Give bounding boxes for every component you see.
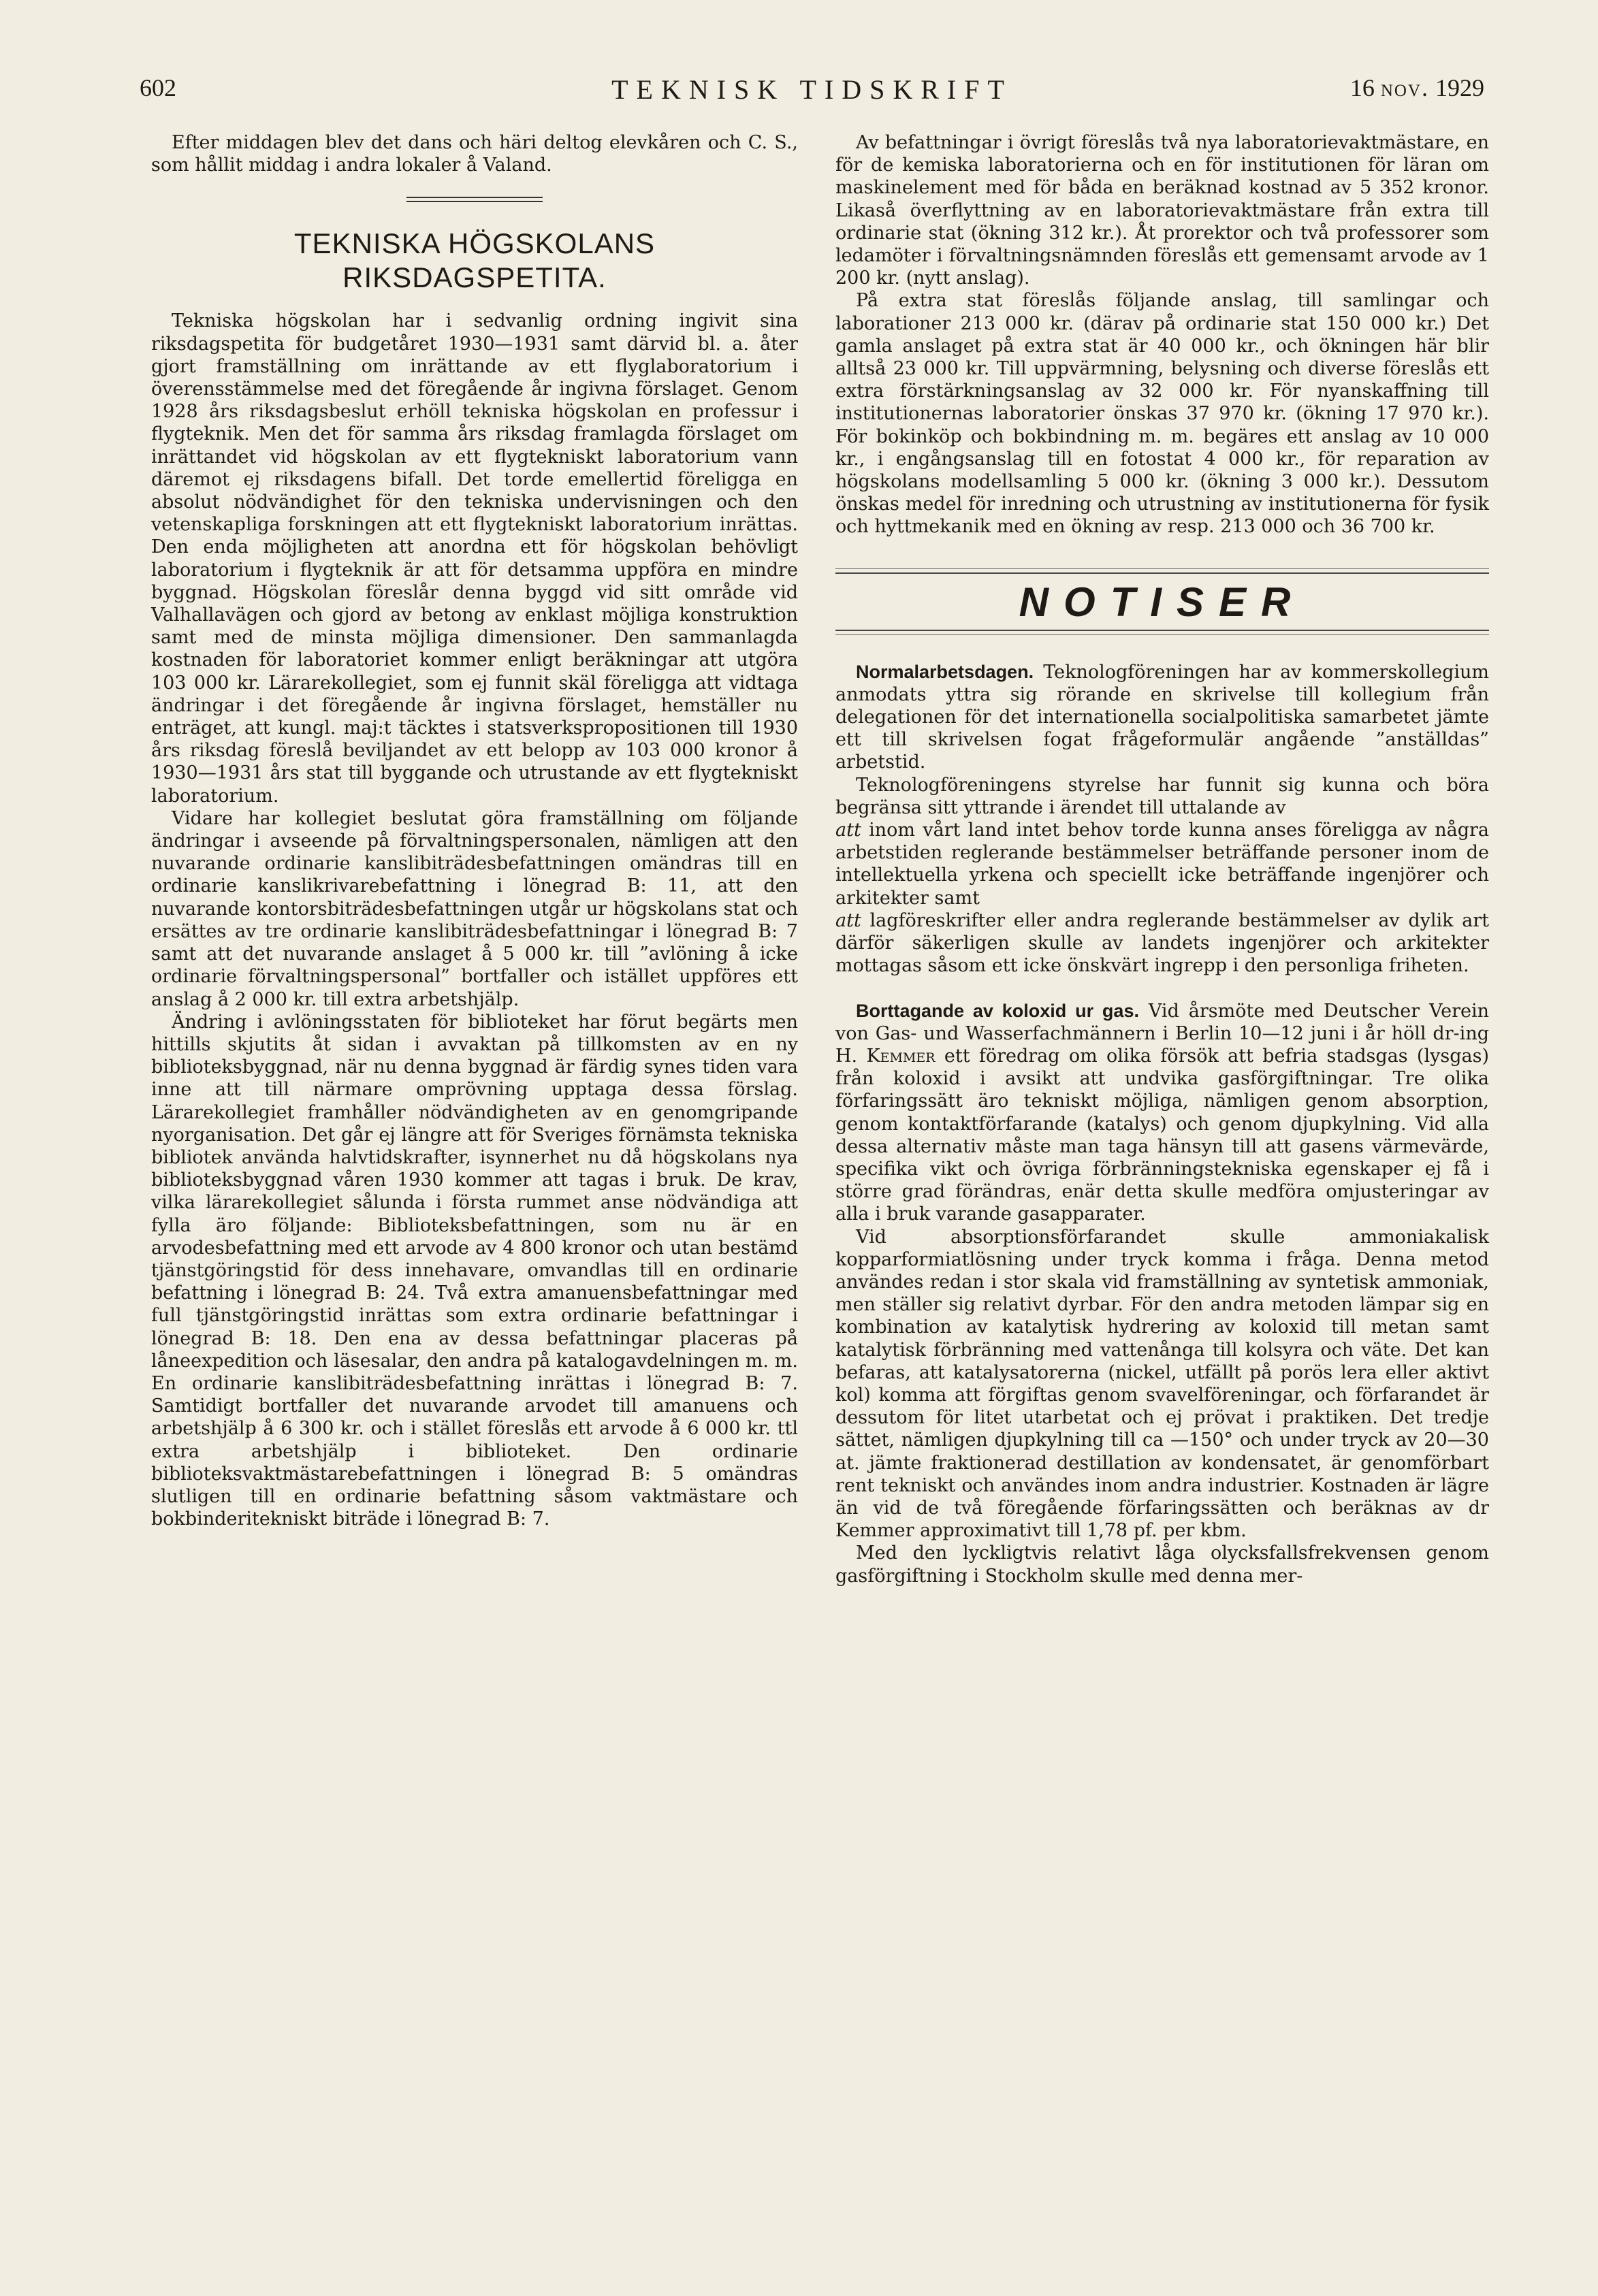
body-paragraph: Vidare har kollegiet beslutat göra framställning om följande ändringar i avseende på förvaltningspersonalen, nämligen att den nuvarande ordinarie kanslibiträdesbefattningen omändras till en ordinarie kanslikrivarebefattning i lönegrad B: 11, att den nuvarande kontorsbiträdesbefattningen utgår ur högskolans stat och ersättes av tre ordinarie kanslibiträdesbefattningar i lönegrad B: 7 samt att det nuvarande anslaget å 5 000 kr. till ”avlöning å icke ordinarie förvaltningspersonal” bortfaller och istället uppföres ett anslag å 2 000 kr. till extra arbetshjälp.	[151, 807, 798, 1010]
notice-normalarbetsdagen: Normalarbetsdagen. Teknologföreningen har av kommerskollegium anmodats yttra sig rörande en skrivelse till kollegium från delegationen för det internationella socialpolitiska samarbetet jämte ett till skrivelsen fogat frågeformulär angående ”anställdas” arbetstid.	[835, 661, 1489, 773]
running-header	[140, 74, 1484, 114]
notice-koloxid: Borttagande av koloxid ur gas. Vid årsmöte med Deutscher Verein von Gas- und Wasserfachmännern i Berlin 10—12 juni i år höll dr-ing H. Kemmer ett föredrag om olika försök att befria stadsgas (lysgas) från koloxid i avsikt att undvika gasförgiftningar. Tre olika förfaringssätt äro tekniskt möjliga, nämligen genom absorption, genom kontaktförfarande (katalys) och genom djupkylning. Vid alla dessa alternativ måste man taga hänsyn till att gasens värmevärde, specifika vikt och övriga förbränningstekniska egenskaper ej få i större grad förändras, enär detta skulle medföra omjusteringar av alla i bruk varande gasapparater.	[835, 1000, 1489, 1225]
journal-title: TEKNISK TIDSKRIFT	[611, 74, 1012, 105]
notiser-heading: NOTISER	[1019, 579, 1306, 625]
article-title: TEKNISKA HÖGSKOLANS RIKSDAGSPETITA.	[293, 227, 656, 294]
notice-title: Normalarbetsdagen.	[856, 661, 1034, 682]
body-paragraph: Tekniska högskolan har i sedvanlig ordning ingivit sina riksdagspetita för budgetåret 1930—1931 samt därvid bl. a. åter gjort framställning om inrättande av ett flyglaboratorium i överensstämmelse med det föregående år ingivna förslaget. Genom 1928 års riksdagsbeslut erhöll tekniska högskolan en professur i flygteknik. Men det för samma års riksdag framlagda förslaget om inrättandet vid högskolan av ett flygtekniskt laboratorium vann däremot ej riksdagens bifall. Det torde emellertid föreligga en absolut nödvändighet för den tekniska undervisningen och den vetenskapliga forskningen att ett flygtekniskt laboratorium inrättas. Den enda möjligheten att anordna ett för högskolan behövligt laboratorium i flygteknik är att för detsamma uppföra en mindre byggnad. Högskolan föreslår denna byggd vid sitt område vid Valhallavägen och gjord av betong av enklast möjliga konstruktion samt med de minsta möjliga dimensioner. Den sammanlagda kostnaden för laboratoriet kommer enligt beräkningar att utgöra 103 000 kr. Lärarekollegiet, som ej funnit skäl föreligga att vidtaga ändringar i det föregående år ingivna förslaget, hemställer nu enträget, att kungl. maj:t täcktes i statsverkspropositionen till 1930 års riksdag föreslå beviljandet av ett belopp av 103 000 kronor å 1930—1931 års stat till byggande och utrustande av ett flygtekniskt laboratorium.	[151, 310, 798, 807]
issue-date: 16 nov. 1929	[1349, 74, 1484, 101]
body-paragraph: Vid absorptionsförfarandet skulle ammoniakalisk kopparformiatlösning under tryck komma i fråga. Denna metod användes redan i stor skala vid framställning av syntetisk ammoniak, men ställer sig relativt dyrbar. För den andra metoden lämpar sig en kombination av katalytisk hydrering av koloxid till metan samt katalytisk förbränning med vattenånga till kolsyra och väte. Det kan befaras, att katalysatorerna (nickel, utfällt på porös lera eller aktivt kol) komma att förgiftas genom svavelföreningar, och förfarandet är dessutom för litet utarbetat och ej prövat i praktiken. Det tredje sättet, nämligen djupkylning till ca —150° och under tryck av 20—30 at. jämte fraktionerad destillation av kondensatet, är genomförbart rent tekniskt och användes inom andra industrier. Kostnaden är lägre än vid de två föregående förfaringssätten och beräknas av dr Kemmer approximativt till 1,78 pf. per kbm.	[835, 1226, 1489, 1542]
left-column	[151, 131, 798, 1530]
notice-title: Borttagande av koloxid ur gas.	[856, 1000, 1139, 1021]
body-paragraph: Av befattningar i övrigt föreslås två nya laboratorievaktmästare, en för de kemiska laboratorierna och en för institutionen för läran om maskinelement med för båda en beräknad kostnad av 5 352 kronor. Likaså överflyttning av en laboratorievaktmästare från extra till ordinarie stat (ökning 312 kr.). Åt prorektor och två professorer som ledamöter i förvaltningsnämnden föreslås ett gemensamt arvode av 1 200 kr. (nytt anslag).	[835, 132, 1489, 289]
intro-paragraph: Efter middagen blev det dans och häri deltog elevkåren och C. S., som hållit middag i andra lokaler å Valand.	[151, 132, 798, 176]
body-paragraph: Ändring i avlöningsstaten för biblioteket har förut begärts men hittills skjutits åt sidan i avvaktan på tillkomsten av en ny biblioteksbyggnad, när nu denna byggnad är färdig synes tiden vara inne att till närmare omprövning upptaga dessa förslag. Lärarekollegiet framhåller nödvändigheten av en genomgripande nyorganisation. Det går ej längre att för Sveriges förnämsta tekniska bibliotek använda halvtidskrafter, isynnerhet nu då högskolans nya biblioteksbyggnad våren 1930 kommer att tagas i bruk. De krav, vilka lärarekollegiet sålunda i första rummet anse nödvändiga att fylla äro följande: Biblioteksbefattningen, som nu är en arvodesbefattning med ett arvode av 4 800 kronor och utan bestämd tjänstgöringstid för dess innehavare, omvandlas till en ordinarie befattning i lönegrad B: 24. Två extra amanuensbefattningar med full tjänstgöringstid inrättas som extra ordinarie befattningar i lönegrad B: 18. Den ena av dessa befattningar placeras på låneexpedition och läsesalar, den andra på katalogavdelningen m. m. En ordinarie kanslibiträdesbefattning inrättas i lönegrad B: 7. Samtidigt bortfaller det nuvarande arvodet till amanuens och arbetshjälp å 6 300 kr. och i stället föreslås ett arvode å 6 000 kr. ttl extra arbetshjälp i biblioteket. Den ordinarie biblioteksvaktmästarebefattningen i lönegrad B: 5 omändras slutligen till en ordinarie befattning såsom vaktmästare och bokbinderitekniskt biträde i lönegrad B: 7.	[151, 1011, 798, 1530]
body-paragraph: Teknologföreningens styrelse har funnit sig kunna och böra begränsa sitt yttrande i ärendet till uttalande av att inom vårt land intet behov torde kunna anses föreligga av några arbetstiden reglerande bestämmelser beträffande personer inom de intellektuella yrkena och speciellt icke beträffande ingenjörer och arkitekter samt att lagföreskrifter eller andra reglerande bestämmelser av dylik art därför säkerligen skulle av landets ingenjörer och arkitekter mottagas såsom ett icke önskvärt ingrepp i den personliga friheten.	[835, 774, 1489, 977]
body-paragraph: På extra stat föreslås följande anslag, till samlingar och laborationer 213 000 kr. (därav på ordinarie stat 150 000 kr.) Det gamla anslaget på extra stat är 40 000 kr., och ökningen här blir alltså 23 000 kr. Till uppvärmning, belysning och diverse föreslås ett extra förstärkningsanslag av 32 000 kr. För nyanskaffning till institutionernas laboratorier önskas 37 970 kr. (ökning 17 970 kr.). För bokinköp och bokbindning m. m. begäres ett anslag av 10 000 kr., i engångsanslag till en fotostat 4 000 kr., för reparation av högskolans modellsamling 5 000 kr. (ökning 3 000 kr.). Dessutom önskas medel för inredning och utrustning av institutionerna för fysik och hyttmekanik med en ökning av resp. 213 000 och 36 700 kr.	[835, 290, 1489, 538]
page-number: 602	[140, 74, 176, 101]
section-divider	[406, 197, 543, 202]
notiser-banner	[835, 572, 1489, 631]
body-paragraph: Med den lyckligtvis relativt låga olycksfallsfrekvensen genom gasförgiftning i Stockholm skulle med denna mer-	[835, 1542, 1489, 1587]
author-name: Kemmer	[866, 1045, 936, 1067]
right-column	[835, 131, 1489, 1587]
